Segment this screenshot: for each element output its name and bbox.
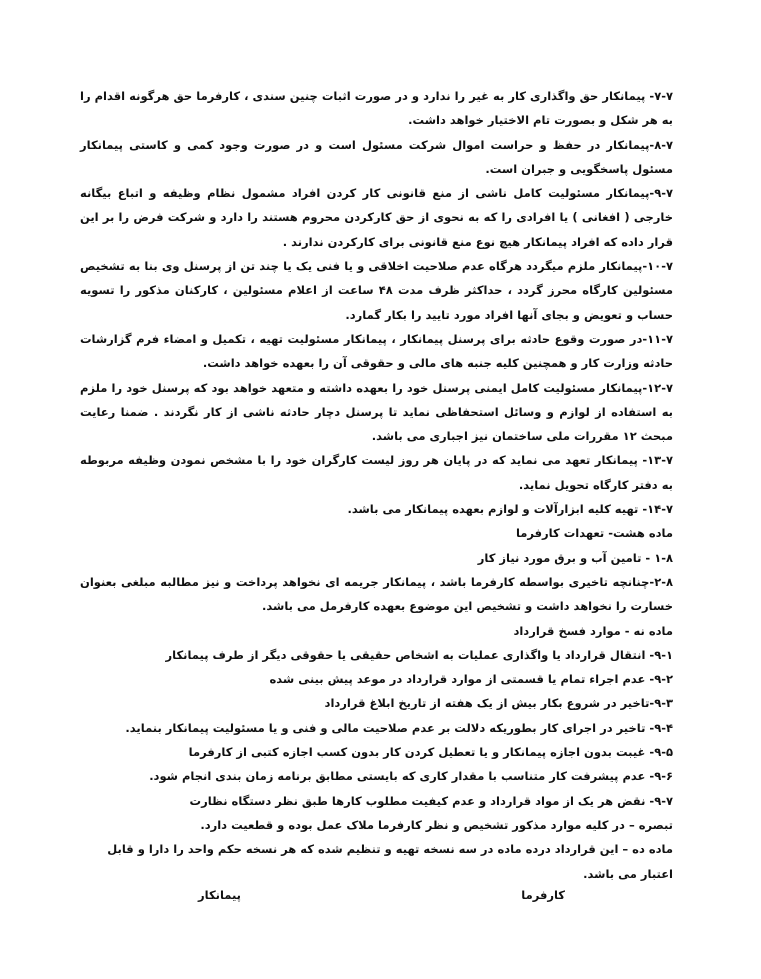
- clause-7-9: ۹-۷-پیمانکار مسئولیت کامل ناشی از منع قانونی کار کردن افراد مشمول نظام وظیفه و اتباع بیگانه خارجی ( افغانی ) یا افرادی را که به نحوی از حق کارکردن محروم هستند را دارد و شرکت فرض را بر این قرار داده که افراد پیمانکار هیچ نوع منع قانونی برای کارکردن ندارند .: [80, 186, 673, 249]
- clause-8-2: ۲-۸-چنانچه تاخیری بواسطه کارفرما باشد ، پیمانکار جریمه ای نخواهد پرداخت و نیز مطالبه مبلغی بعنوان خسارت را نخواهد داشت و تشخیص این موضوع بعهده کارفرمل می باشد.: [80, 574, 673, 614]
- contractor-signature-label: پیمانکار: [198, 887, 241, 902]
- clause-7-14: ۱۴-۷- تهیه کلیه ابزارآلات و لوازم بعهده پیمانکار می باشد.: [347, 502, 673, 517]
- clause-9-3: ۹-۳-تاخیر در شروع بکار بیش از یک هفته از تاریخ ابلاغ قرارداد: [324, 696, 673, 711]
- clause-8-1: ۱-۸ - تامین آب و برق مورد نیاز کار: [477, 550, 673, 565]
- article-9-note: تبصره – در کلیه موارد مذکور تشخیص و نظر کارفرما ملاک عمل بوده و قطعیت دارد.: [200, 817, 673, 832]
- clause-7-13: ۱۳-۷- پیمانکار تعهد می نماید که در پایان هر روز لیست کارگران خود را با مشخص نمودن وظیفه مربوطه به دفتر کارگاه تحویل نماید.: [80, 453, 673, 492]
- signature-block: [80, 888, 673, 912]
- clause-7-12: ۱۲-۷-پیمانکار مسئولیت کامل ایمنی پرسنل خود را بعهده داشته و متعهد خواهد بود که پرسنل خود را ملزم به استفاده از لوازم و وسائل استحفاظی نماید تا پرسنل دچار حادثه ناشی از کار نگردند . ضمنا رعایت مبحث ۱۲ مقررات ملی ساختمان نیز اجباری می باشد.: [80, 380, 673, 444]
- clause-7-7: ۷-۷- پیمانکار حق واگذاری کار به غیر را ندارد و در صورت اثبات چنین سندی ، کارفرما حق هرگونه اقدام را به هر شکل و بصورت تام الاختیار خواهد داشت.: [80, 89, 673, 128]
- article-9-heading: ماده نه - موارد فسخ قرارداد: [513, 623, 673, 638]
- clause-7-10: ۱۰-۷-پیمانکار ملزم میگردد هرگاه عدم صلاحیت اخلاقی و یا فنی یک یا چند تن از پرسنل وی بنا به تشخیص مسئولین کارگاه محرز گردد ، حداکثر ظرف مدت ۴۸ ساعت از اعلام مسئولین ، کارکنان مذکور را تسویه حساب و تعویض و بجای آنها افراد مورد تایید را بکار گمارد.: [80, 259, 673, 322]
- article-8-heading: ماده هشت- تعهدات کارفرما: [515, 526, 673, 541]
- employer-signature-label: کارفرما: [521, 887, 565, 902]
- clause-9-1: ۹-۱- انتقال قرارداد یا واگذاری عملیات به اشخاص حقیقی یا حقوقی دیگر از طرف پیمانکار: [165, 647, 673, 662]
- clause-9-5: ۹-۵- غیبت بدون اجازه پیمانکار و یا تعطیل کردن کار بدون کسب اجازه کتبی از کارفرما: [188, 745, 673, 760]
- clause-9-7: ۹-۷- نقض هر یک از مواد قرارداد و عدم کیفیت مطلوب کارها طبق نظر دستگاه نظارت: [189, 793, 673, 808]
- clause-7-8: ۸-۷-پیمانکار در حفظ و حراست اموال شرکت مسئول است و در صورت وجود کمی و کاستی پیمانکار مسئول پاسخگویی و جبران است.: [80, 137, 673, 176]
- clause-7-11: ۱۱-۷-در صورت وقوع حادثه برای پرسنل پیمانکار ، پیمانکار مسئولیت تهیه ، تکمیل و امضاء فرم گزارشات حادثه وزارت کار و همچنین کلیه جنبه های مالی و حقوقی آن را بعهده خواهد داشت.: [80, 331, 673, 371]
- clause-9-4: ۹-۴- تاخیر در اجرای کار بطوریکه دلالت بر عدم صلاحیت مالی و فنی و یا مسئولیت پیمانکار بنماید.: [125, 720, 673, 735]
- clause-9-2: ۹-۲- عدم اجراء تمام یا قسمتی از موارد قرارداد در موعد پیش بینی شده: [269, 672, 673, 687]
- clause-9-6: ۹-۶- عدم پیشرفت کار متناسب با مقدار کاری که بایستی مطابق برنامه زمان بندی انجام شود.: [149, 769, 673, 784]
- article-10-text: ماده ده – این قرارداد درده ماده در سه نسخه تهیه و تنظیم شده که هر نسخه حکم واحد را دارا و قابل اعتبار می باشد.: [107, 842, 673, 881]
